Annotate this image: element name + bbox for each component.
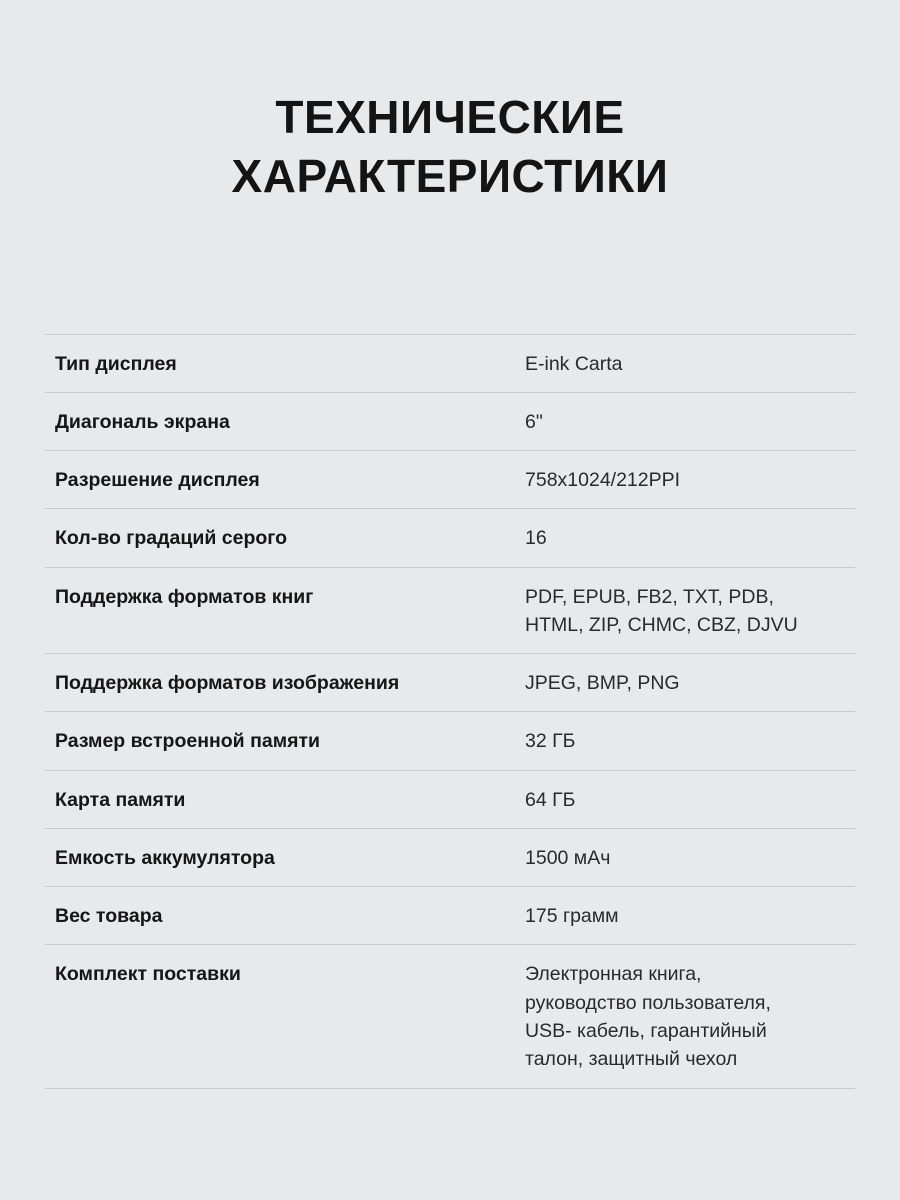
spec-value-line: Электронная книга, [525, 963, 702, 986]
spec-value-line: 1500 мАч [525, 846, 611, 869]
table-row [45, 567, 855, 654]
spec-value [525, 392, 855, 450]
spec-label: Поддержка форматов книг [55, 585, 314, 608]
table-row [45, 509, 855, 567]
spec-value [525, 712, 855, 770]
spec-label: Емкость аккумулятора [55, 846, 275, 869]
spec-label: Размер встроенной памяти [55, 730, 321, 753]
table-row [45, 451, 855, 509]
spec-label: Вес товара [55, 905, 163, 928]
spec-label: Карта памяти [55, 788, 186, 811]
spec-value-line: 64 ГБ [525, 788, 576, 811]
spec-value-line: талон, защитный чехол [525, 1048, 738, 1071]
page-title-line-1: ТЕХНИЧЕСКИЕ [275, 91, 625, 143]
specifications-table-body [45, 334, 855, 1088]
spec-value [525, 334, 855, 392]
table-row [45, 770, 855, 828]
spec-value-line: E-ink Carta [525, 352, 623, 375]
spec-label: Диагональ экрана [55, 410, 230, 433]
page-title [45, 88, 855, 206]
table-row [45, 945, 855, 1088]
specifications-table [45, 334, 855, 1089]
spec-value [525, 567, 855, 654]
spec-value-line: USB- кабель, гарантийный [525, 1020, 767, 1043]
spec-value [525, 828, 855, 886]
table-row [45, 712, 855, 770]
table-row [45, 887, 855, 945]
spec-value-line: 175 грамм [525, 905, 619, 928]
spec-value-line: HTML, ZIP, CHMC, CBZ, DJVU [525, 613, 798, 636]
spec-label: Кол-во градаций серого [55, 527, 288, 550]
spec-value-line: 758x1024/212PPI [525, 469, 681, 492]
spec-value-line: 32 ГБ [525, 730, 576, 753]
spec-value-line: 16 [525, 527, 547, 550]
table-row [45, 334, 855, 392]
table-row [45, 392, 855, 450]
spec-value [525, 654, 855, 712]
table-row [45, 654, 855, 712]
page-title-line-2: ХАРАКТЕРИСТИКИ [231, 149, 669, 202]
table-row [45, 828, 855, 886]
spec-value [525, 770, 855, 828]
spec-value-line: PDF, EPUB, FB2, TXT, PDB, [525, 585, 774, 608]
spec-value [525, 945, 855, 1088]
spec-value-line: JPEG, BMP, PNG [525, 672, 680, 695]
spec-value [525, 509, 855, 567]
spec-label: Тип дисплея [55, 352, 177, 375]
spec-value [525, 887, 855, 945]
spec-label: Поддержка форматов изображения [55, 672, 400, 695]
spec-label: Разрешение дисплея [55, 469, 260, 492]
spec-value-line: 6" [525, 410, 543, 433]
spec-value-line: руководство пользователя, [525, 991, 771, 1014]
spec-label: Комплект поставки [55, 963, 241, 986]
spec-value [525, 451, 855, 509]
